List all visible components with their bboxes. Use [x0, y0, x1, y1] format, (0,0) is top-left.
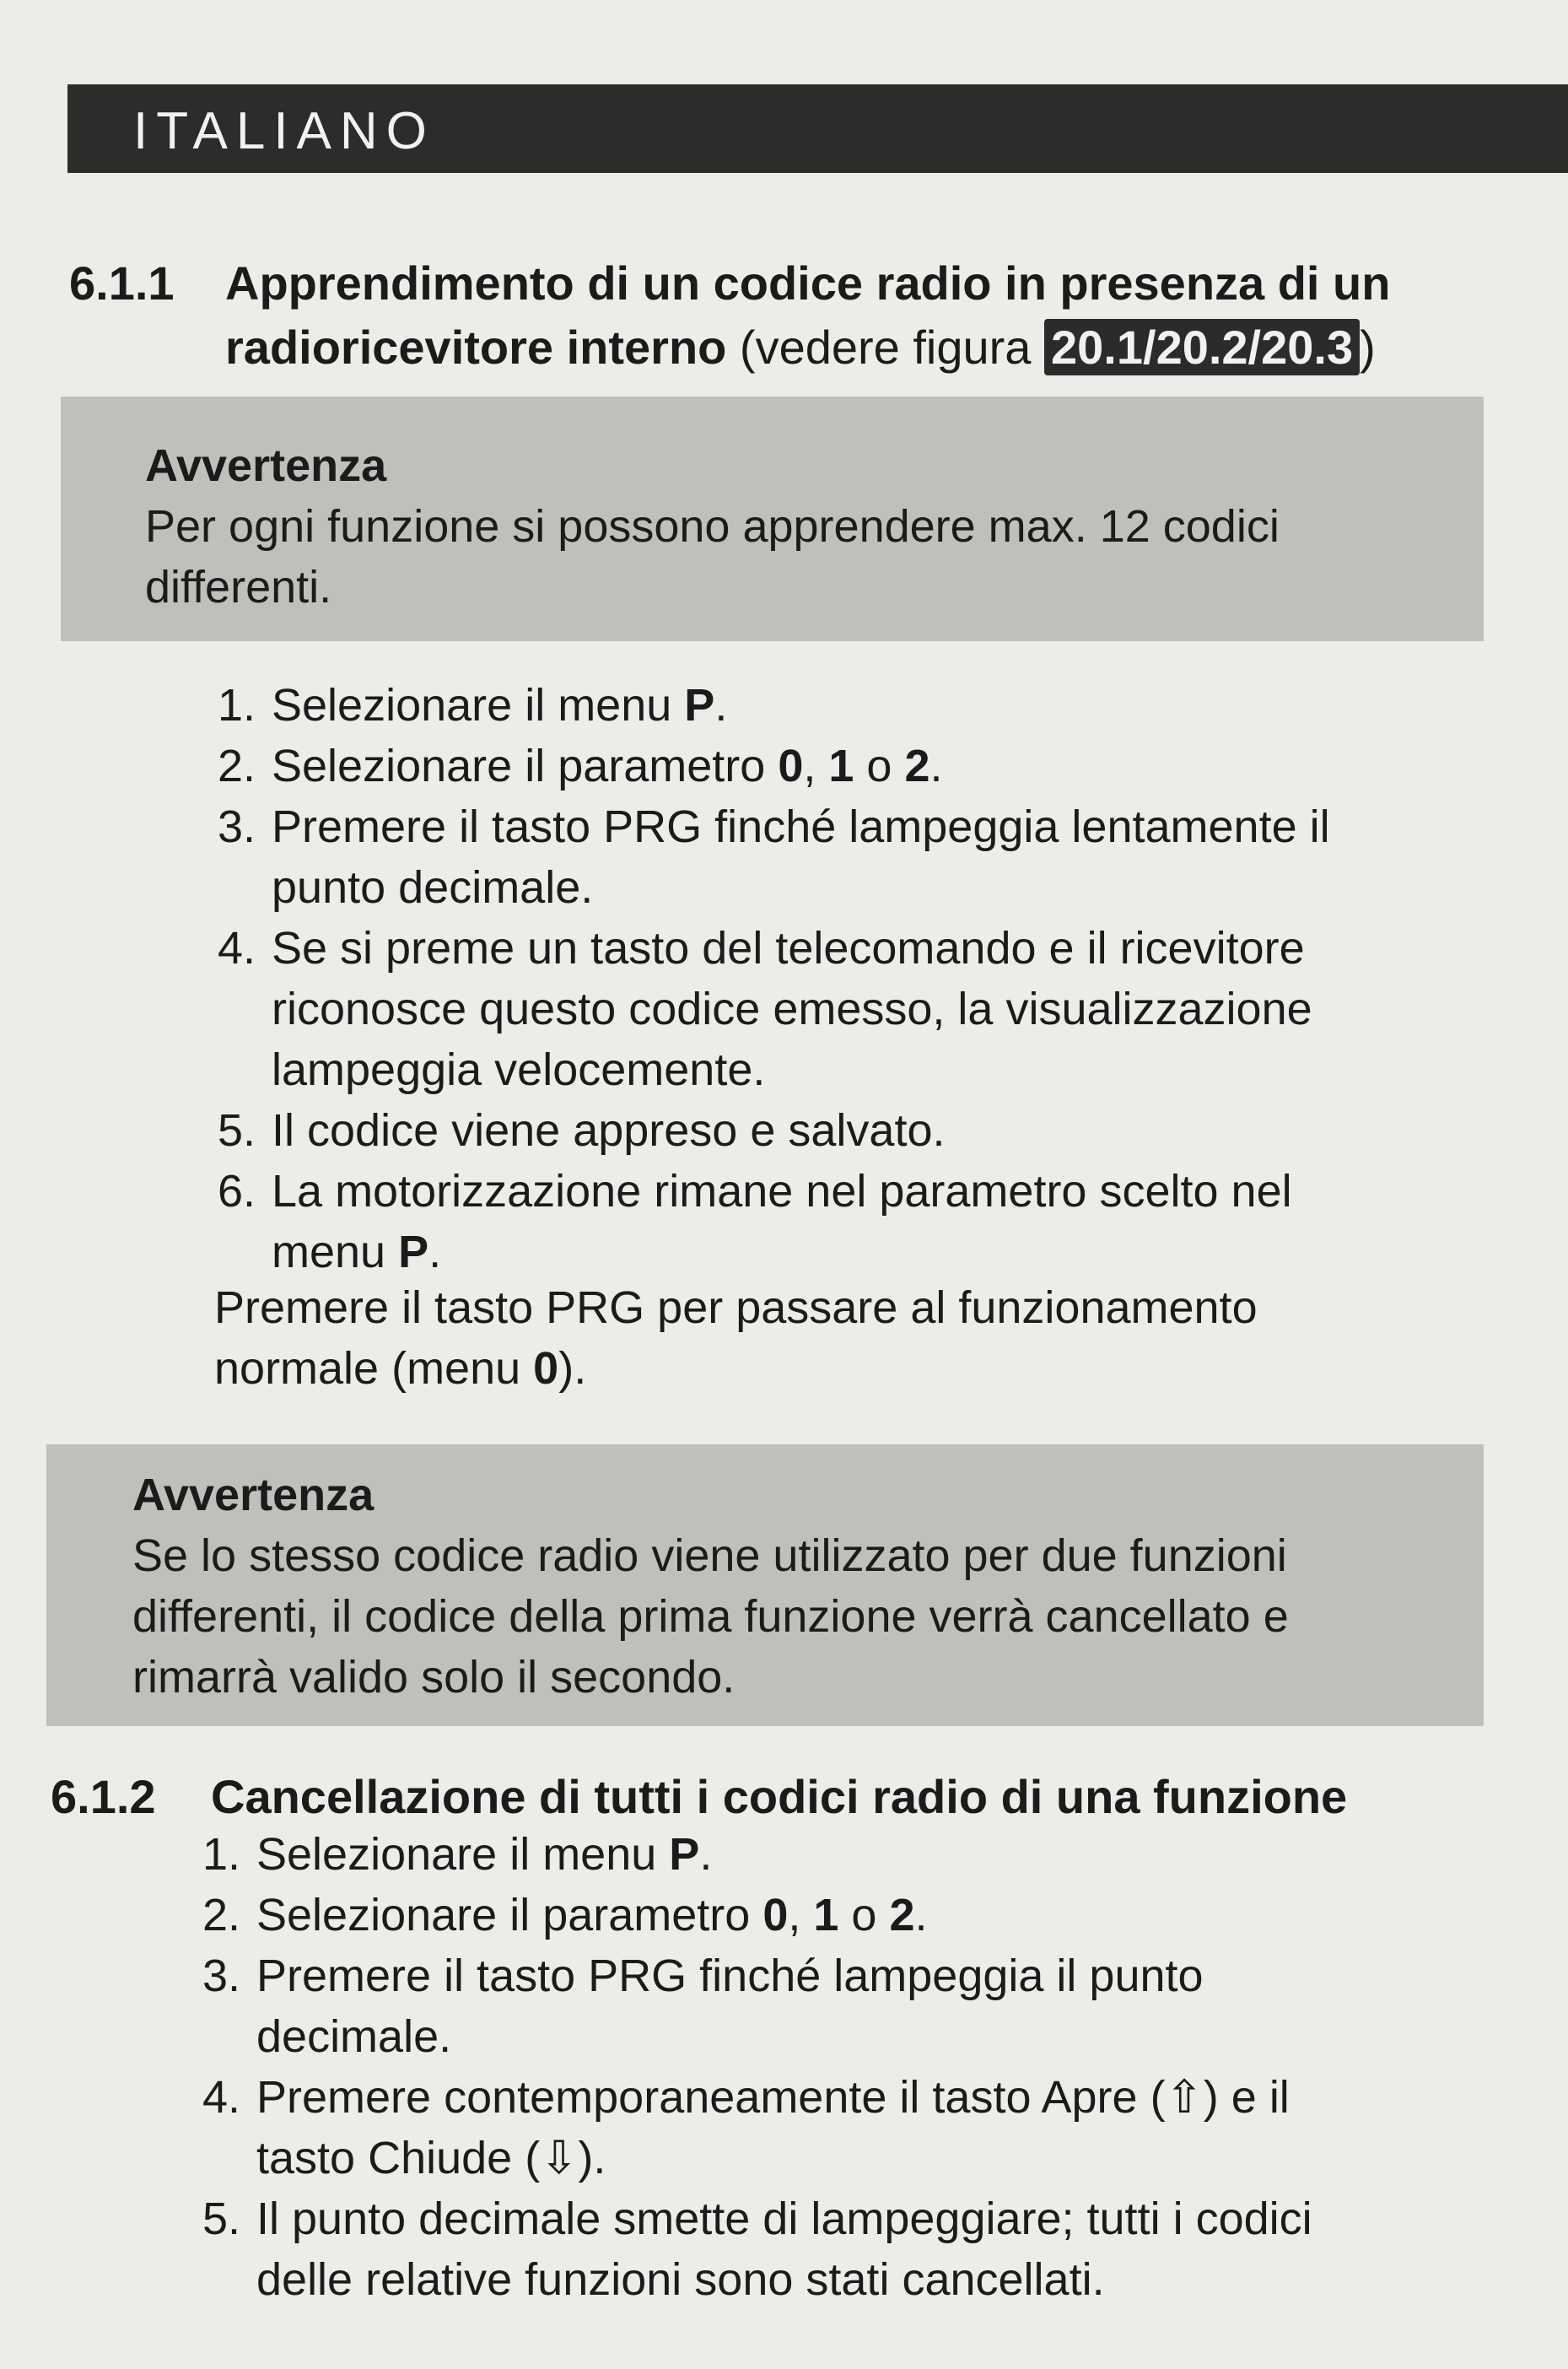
warning-text-line2: differenti.: [145, 562, 332, 612]
section-title-end: ): [1360, 321, 1376, 374]
list-item: 3. Premere il tasto PRG finché lampeggia il punto decimale.: [202, 1951, 1204, 2062]
list-item: 4. Se si preme un tasto del telecomando e il ricevitore riconosce questo codice emesso, la visualizzazione lampeggia velocemente.: [218, 923, 1312, 1095]
steps-list-1: [218, 675, 1500, 1282]
warning-text-line1: Se lo stesso codice radio viene utilizzato per due funzioni: [132, 1530, 1287, 1581]
language-label: ITALIANO: [133, 102, 435, 160]
section-title-line2: [225, 317, 1376, 378]
warning-text-line1: Per ogni funzione si possono apprendere max. 12 codici: [145, 501, 1280, 552]
list-item: 6. La motorizzazione rimane nel parametro scelto nel menu P.: [218, 1166, 1292, 1277]
list-item: 1. Selezionare il menu P.: [218, 680, 728, 731]
list-item: 1. Selezionare il menu P.: [202, 1829, 713, 1880]
section-title-line1: Apprendimento di un codice radio in presenza di un: [225, 256, 1391, 310]
steps-list-2: [202, 1824, 1501, 2310]
warning-box-1: [61, 397, 1484, 641]
section-title: Cancellazione di tutti i codici radio di una funzione: [211, 1770, 1348, 1823]
list-item: 4. Premere contemporaneamente il tasto Apre (⇧) e il tasto Chiude (⇩).: [202, 2072, 1290, 2183]
section-title-bold: radioricevitore interno: [225, 321, 727, 374]
after-steps-text: Premere il tasto PRG per passare al funzionamento normale (menu 0).: [214, 1282, 1258, 1394]
warning-text-line3: rimarrà valido solo il secondo.: [132, 1652, 736, 1703]
section-title-plain: (vedere figura: [726, 321, 1045, 374]
list-item: 2. Selezionare il parametro 0, 1 o 2.: [218, 741, 943, 791]
list-item: 5. Il punto decimale smette di lampeggiare; tutti i codici delle relative funzioni sono stati cancellati.: [202, 2194, 1312, 2305]
warning-title: Avvertenza: [145, 440, 387, 491]
warning-text-line2: differenti, il codice della prima funzione verrà cancellato e: [132, 1591, 1289, 1642]
list-item: 3. Premere il tasto PRG finché lampeggia lentamente il punto decimale.: [218, 801, 1330, 913]
section-number: 6.1.1: [69, 256, 175, 310]
section-heading-6-1-2: [51, 1767, 1535, 1831]
section-number: 6.1.2: [51, 1770, 156, 1823]
language-banner: [67, 84, 1568, 173]
section-heading-6-1-1: [69, 253, 1537, 380]
warning-title: Avvertenza: [132, 1470, 374, 1520]
figure-reference: 20.1/20.2/20.3: [1044, 319, 1360, 375]
list-item: 2. Selezionare il parametro 0, 1 o 2.: [202, 1890, 928, 1940]
warning-box-2: [46, 1444, 1484, 1726]
list-item: 5. Il codice viene appreso e salvato.: [218, 1105, 946, 1156]
